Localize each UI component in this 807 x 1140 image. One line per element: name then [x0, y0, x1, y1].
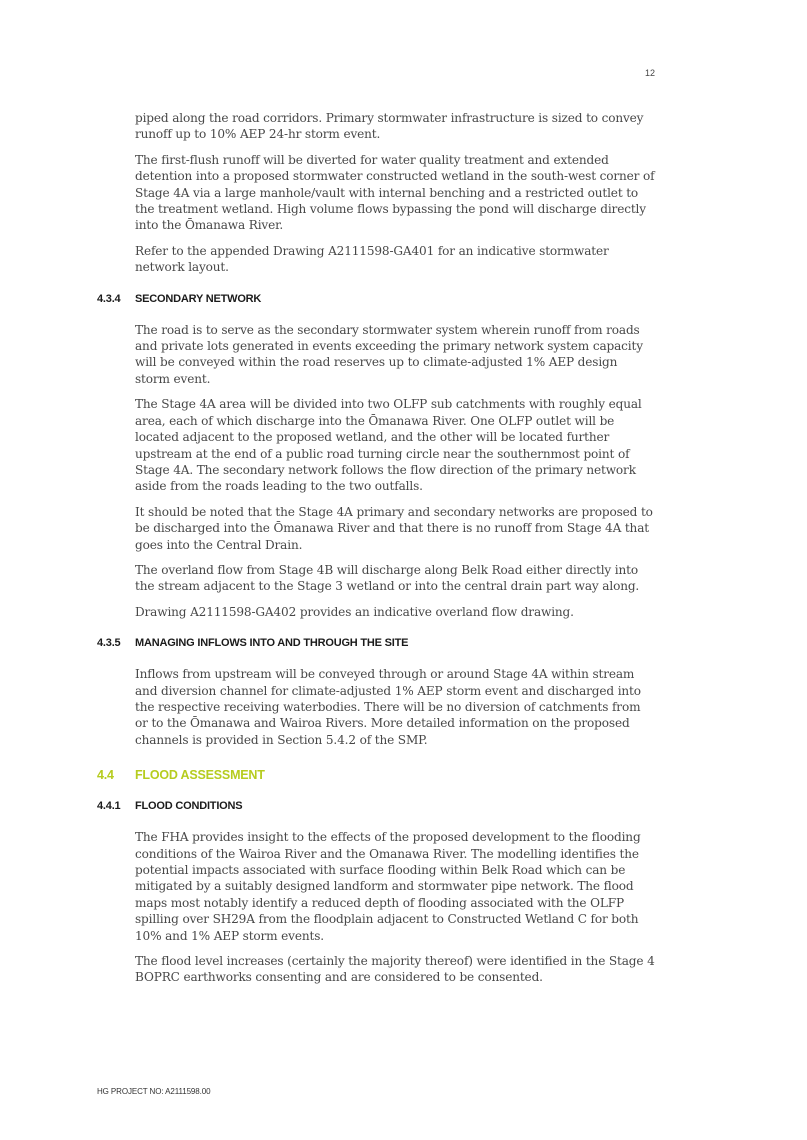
body-paragraph: Refer to the appended Drawing A2111598-GA401 for an indicative stormwater network layout. [135, 243, 609, 275]
body-paragraph: It should be noted that the Stage 4A primary and secondary networks are proposed to be discharged into the Ōmanawa River and that there is no runoff from Stage 4A that goes into the Central Drain. [135, 504, 653, 552]
body-paragraph: The Stage 4A area will be divided into two OLFP sub catchments with roughly equal area, each of which discharge into the Ōmanawa River. One OLFP outlet will be located adjacent to the proposed wetland, and the other will be located further upstream at the end of a public road turning circle near the southernmost point of Stage 4A. The secondary network follows the flow direction of the primary network aside from the roads leading to the two outfalls. [135, 397, 642, 494]
main-content [0, 110, 807, 995]
section-title: SECONDARY NETWORK [135, 292, 262, 305]
section-title: MANAGING INFLOWS INTO AND THROUGH THE SITE [135, 637, 409, 650]
section-number: 4.3.4 [97, 292, 121, 305]
body-paragraph: Drawing A2111598-GA402 provides an indicative overland flow drawing. [135, 604, 574, 619]
section-number: 4.4 [97, 768, 114, 783]
section-title: FLOOD CONDITIONS [135, 800, 243, 813]
body-paragraph: Inflows from upstream will be conveyed through or around Stage 4A within stream and diversion channel for climate-adjusted 1% AEP storm event and discharged into the respective receiving waterbodies. There will be no diversion of catchments from or to the Ōmanawa and Wairoa Rivers. More detailed information on the proposed channels is provided in Section 5.4.2 of the SMP. [135, 667, 641, 747]
footer-project-number: HG PROJECT NO: A2111598.00 [97, 1087, 211, 1096]
body-paragraph: The flood level increases (certainly the majority thereof) were identified in the Stage 4 BOPRC earthworks consenting and are considered to be consented. [135, 954, 655, 985]
body-paragraph: The road is to serve as the secondary stormwater system wherein runoff from roads and private lots generated in events exceeding the primary network system capacity will be conveyed within the road reserves up to climate-adjusted 1% AEP design storm event. [135, 322, 643, 386]
section-number: 4.3.5 [97, 637, 121, 650]
body-paragraph: The FHA provides insight to the effects of the proposed development to the flooding conditions of the Wairoa River and the Omanawa River. The modelling identifies the potential impacts associated with surface flooding within Belk Road which can be mitigated by a suitably designed landform and stormwater pipe network. The flood maps most notably identify a reduced depth of flooding associated with the OLFP spilling over SH29A from the floodplain adjacent to Constructed Wetland C for both 10% and 1% AEP storm events. [135, 830, 641, 943]
section-number: 4.4.1 [97, 800, 121, 813]
body-paragraph: The overland flow from Stage 4B will discharge along Belk Road either directly into the stream adjacent to the Stage 3 wetland or into the central drain part way along. [135, 562, 640, 594]
section-heading-4-4 [0, 768, 807, 782]
section-title: FLOOD ASSESSMENT [135, 768, 265, 783]
page-number: 12 [644, 68, 655, 78]
section-heading-4-4-1 [0, 800, 807, 814]
body-paragraph: piped along the road corridors. Primary stormwater infrastructure is sized to convey runoff up to 10% AEP 24-hr storm event. [135, 111, 644, 142]
section-heading-4-3-5 [0, 637, 807, 651]
section-heading-4-3-4 [0, 293, 807, 307]
body-paragraph: The first-flush runoff will be diverted for water quality treatment and extended detention into a proposed stormwater constructed wetland in the south-west corner of Stage 4A via a large manhole/vault with internal benching and a restricted outlet to the treatment wetland. High volume flows bypassing the pond will discharge directly into the Ōmanawa River. [135, 152, 655, 233]
